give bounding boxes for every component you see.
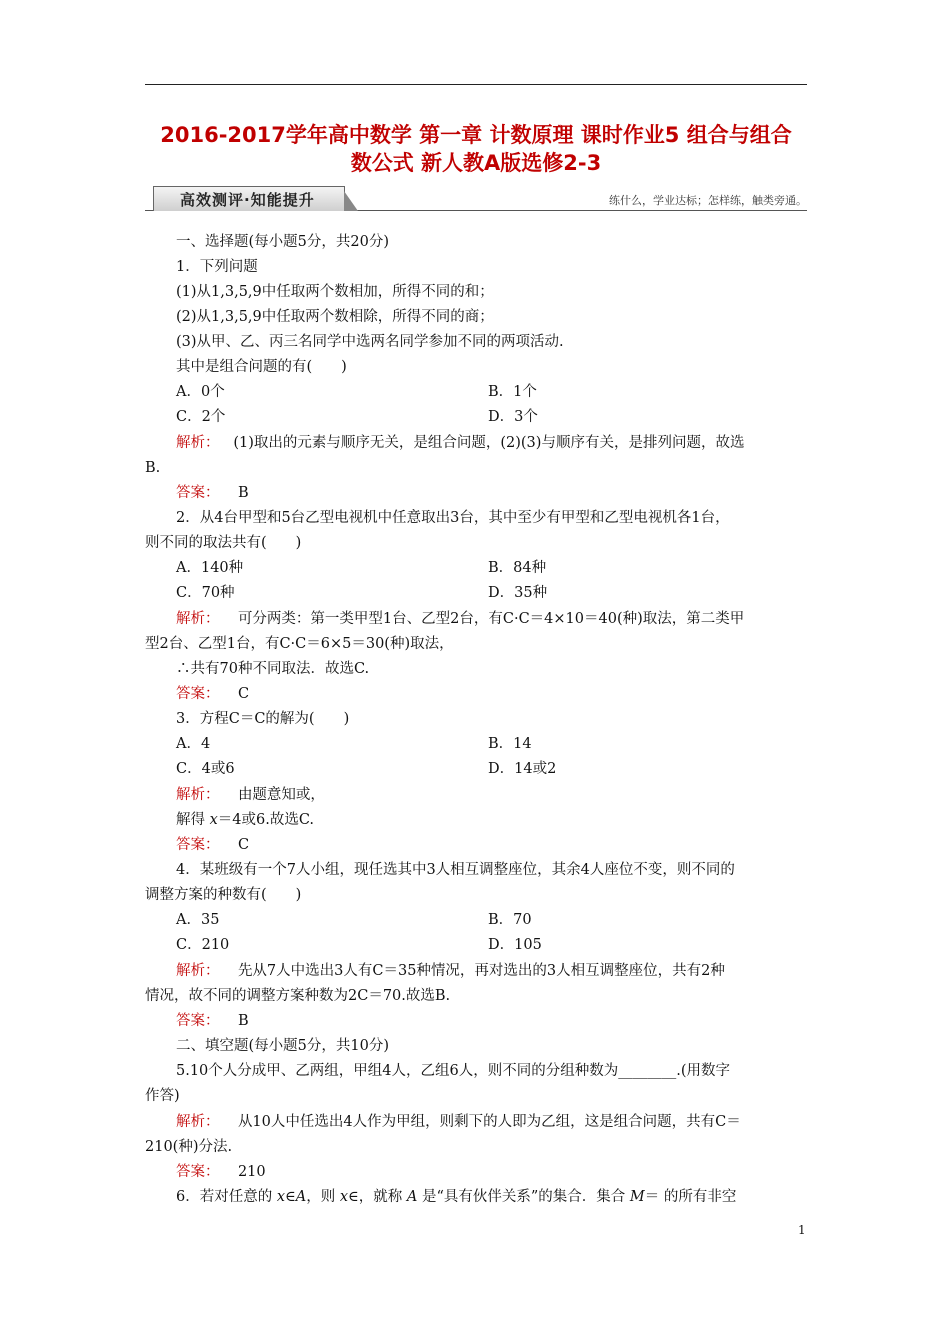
answer-line <box>176 835 249 855</box>
question-item: (3)从甲、乙、丙三名同学中选两名同学参加不同的两项活动. <box>176 334 564 350</box>
answer-label: 答案： <box>176 1013 220 1029</box>
solution-line <box>176 785 325 805</box>
question-item: (1)从1,3,5,9中任取两个数相加，所得不同的和； <box>176 284 494 300</box>
answer-value: 210 <box>237 1164 266 1180</box>
section-heading: 二、填空题(每小题5分，共10分) <box>176 1038 389 1054</box>
answer-label: 答案： <box>176 485 220 501</box>
option-b: B．84种 <box>488 560 547 576</box>
answer-line <box>176 1011 249 1031</box>
text-run: ，则 <box>306 1189 340 1205</box>
answer-value: B <box>237 1013 249 1029</box>
solution-text: 先从7人中选出3人有C＝35种情况，再对选出的3人相互调整座位，共有2种 <box>237 963 725 979</box>
solution-line <box>176 433 744 453</box>
section-heading: 一、选择题(每小题5分，共20分) <box>176 234 389 250</box>
question-stem: 5.10个人分成甲、乙两组，甲组4人，乙组6人，则不同的分组种数为________.(用数字 <box>176 1063 730 1079</box>
solution-line <box>176 609 744 629</box>
page-number: 1 <box>798 1223 806 1237</box>
option-b: B．1个 <box>488 384 537 400</box>
option-d: D．35种 <box>488 585 548 601</box>
banner-tab <box>153 186 345 211</box>
banner-motto: 练什么，学业达标；怎样练，触类旁通。 <box>609 194 807 207</box>
question-stem: 则不同的取法共有( ) <box>145 535 302 551</box>
solution-text: ＝4或6.故选C. <box>217 812 315 828</box>
answer-line <box>176 483 249 503</box>
banner-tab-shadow <box>344 191 358 211</box>
banner-tab-label: 高效测评·知能提升 <box>180 191 315 209</box>
question-stem: 调整方案的种数有( ) <box>145 887 302 903</box>
answer-label: 答案： <box>176 1164 220 1180</box>
question-stem: 2．从4台甲型和5台乙型电视机中任意取出3台，其中至少有甲型和乙型电视机各1台， <box>176 510 730 526</box>
text-run: ＝ 的所有非空 <box>644 1189 737 1205</box>
question-stem <box>176 1187 736 1207</box>
solution-text: 由题意知或， <box>237 787 325 803</box>
option-c: C．210 <box>176 937 230 953</box>
option-a: A．0个 <box>176 384 225 400</box>
solution-text: 可分两类：第一类甲型1台、乙型2台，有C·C＝4×10＝40(种)取法，第二类甲 <box>237 611 745 627</box>
option-a: A．35 <box>176 912 220 928</box>
title-line-2: 数公式 新人教A版选修2-3 <box>350 151 602 175</box>
solution-line <box>176 810 314 830</box>
header-rule <box>145 84 807 85</box>
question-ask: 其中是组合问题的有( ) <box>176 359 347 375</box>
math-variable: x <box>209 812 218 828</box>
answer-value: C <box>237 686 250 702</box>
question-stem: 作答) <box>145 1088 180 1104</box>
text-run: ∈ <box>285 1189 296 1205</box>
solution-line: 型2台、乙型1台，有C·C＝6×5＝30(种)取法， <box>145 636 454 652</box>
title-line-1: 2016-2017学年高中数学 第一章 计数原理 课时作业5 组合与组合 <box>160 123 792 147</box>
solution-line: ∴共有70种不同取法．故选C. <box>176 661 370 677</box>
solution-label: 解析： <box>176 611 220 627</box>
option-b: B．70 <box>488 912 532 928</box>
question-item: (2)从1,3,5,9中任取两个数相除，所得不同的商； <box>176 309 494 325</box>
option-d: D．105 <box>488 937 542 953</box>
option-c: C．2个 <box>176 409 226 425</box>
option-c: C．70种 <box>176 585 235 601</box>
answer-label: 答案： <box>176 686 220 702</box>
math-variable: x <box>276 1189 286 1205</box>
question-stem: 3．方程C＝C的解为( ) <box>176 711 350 727</box>
option-a: A．140种 <box>176 560 244 576</box>
answer-line <box>176 684 249 704</box>
answer-label: 答案： <box>176 837 220 853</box>
solution-line: 情况，故不同的调整方案种数为2C＝70.故选B. <box>145 988 451 1004</box>
question-stem: 4．某班级有一个7人小组，现任选其中3人相互调整座位，其余4人座位不变，则不同的 <box>176 862 735 878</box>
math-variable: x <box>339 1189 349 1205</box>
option-d: D．14或2 <box>488 761 557 777</box>
solution-text: (1)取出的元素与顺序无关，是组合问题，(2)(3)与顺序有关，是排列问题，故选 <box>233 435 745 451</box>
solution-line <box>176 961 725 981</box>
option-d: D．3个 <box>488 409 538 425</box>
math-variable: M <box>629 1189 645 1205</box>
answer-value: C <box>237 837 250 853</box>
option-a: A．4 <box>176 736 211 752</box>
text-run: 是“具有伙伴关系”的集合．集合 <box>417 1189 630 1205</box>
solution-line: B. <box>145 460 161 476</box>
solution-text: 从10人中任选出4人作为甲组，则剩下的人即为乙组，这是组合问题，共有C＝ <box>237 1114 741 1130</box>
math-variable: A <box>295 1189 307 1205</box>
solution-label: 解析： <box>176 1114 220 1130</box>
math-variable: A <box>406 1189 418 1205</box>
document-title <box>145 121 807 177</box>
solution-label: 解析： <box>176 435 220 451</box>
section-banner <box>145 186 807 214</box>
option-c: C．4或6 <box>176 761 235 777</box>
text-run: ∈，就称 <box>348 1189 407 1205</box>
answer-value: B <box>237 485 249 501</box>
text-run: 6．若对任意的 <box>176 1189 277 1205</box>
solution-line <box>176 1112 741 1132</box>
answer-line <box>176 1162 266 1182</box>
solution-label: 解析： <box>176 787 220 803</box>
solution-line: 210(种)分法. <box>145 1139 233 1155</box>
solution-label: 解析： <box>176 963 220 979</box>
question-stem: 1．下列问题 <box>176 259 258 275</box>
solution-text: 解得 <box>176 812 210 828</box>
option-b: B．14 <box>488 736 532 752</box>
